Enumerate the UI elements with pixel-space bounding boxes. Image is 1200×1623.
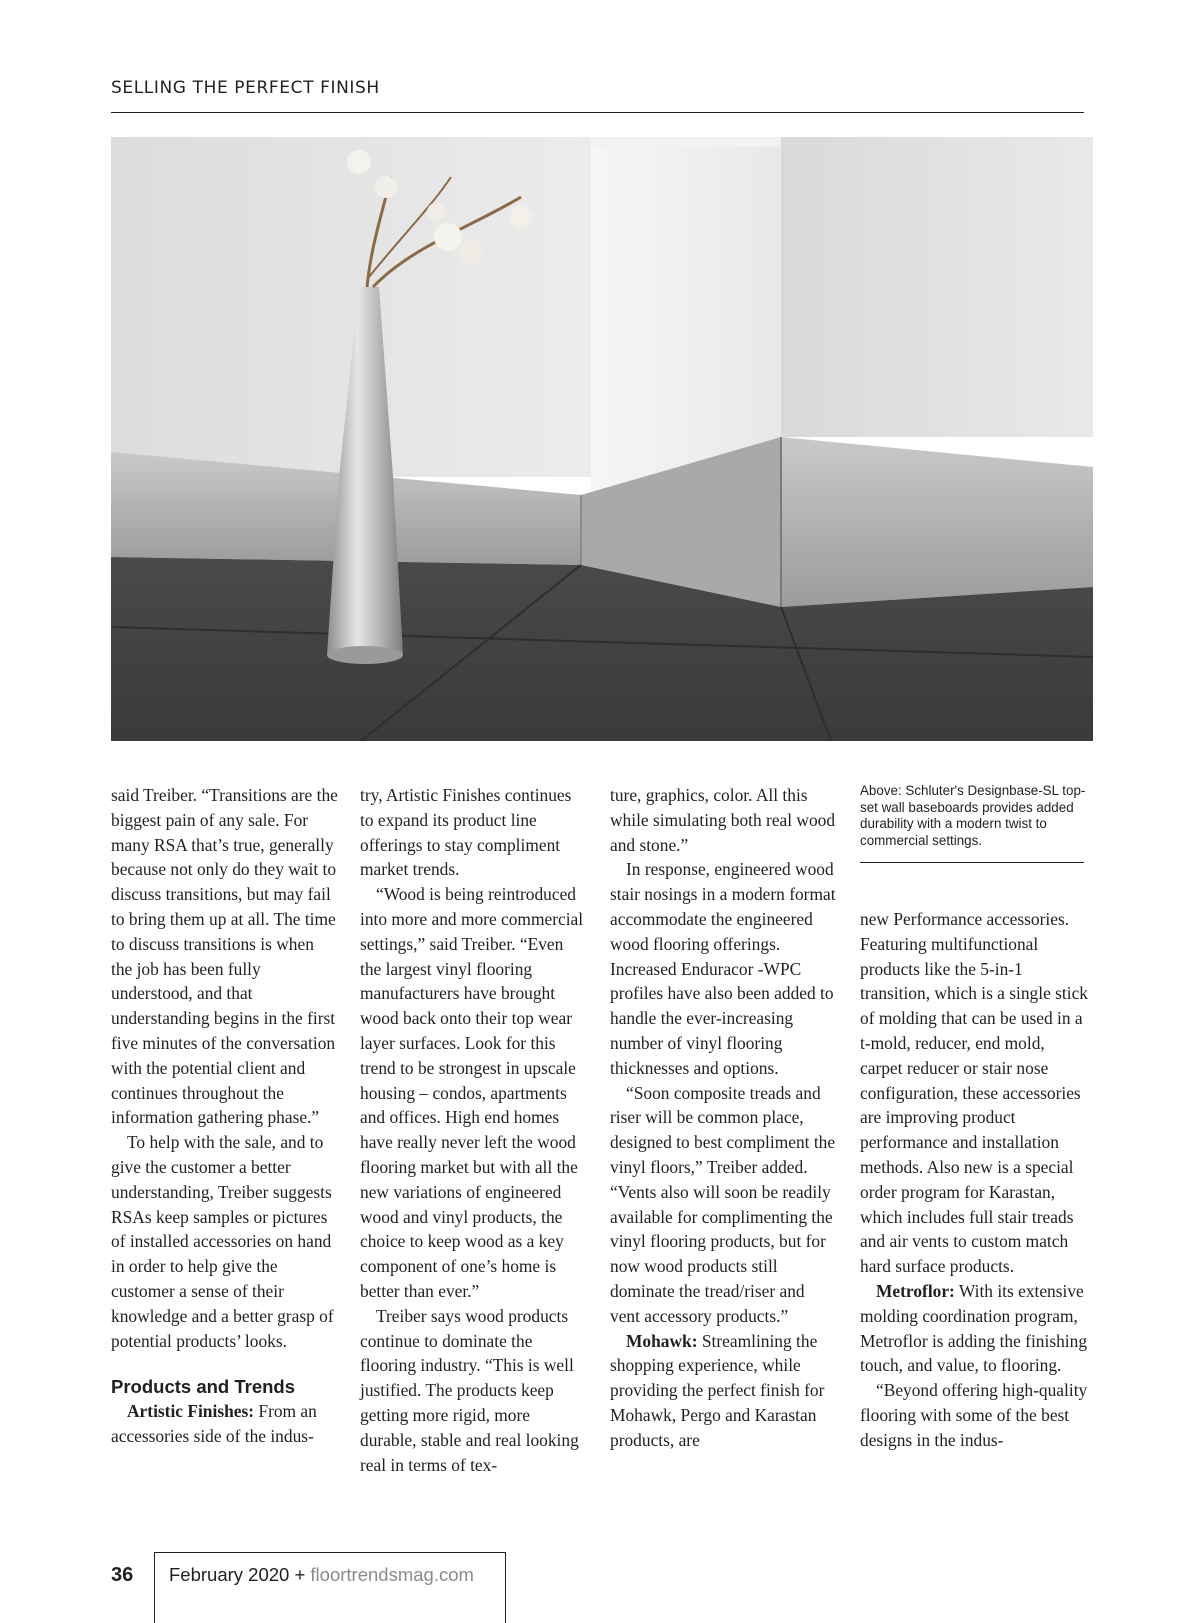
- separator: +: [289, 1564, 311, 1585]
- paragraph: “Beyond offering high-quality flooring with some of the best designs in the indus-: [860, 1380, 1088, 1450]
- company-label: Metroflor:: [876, 1280, 955, 1301]
- issue-date: February 2020: [169, 1564, 290, 1585]
- footer-issue-line: [169, 1564, 474, 1586]
- column-2: [360, 783, 588, 1477]
- column-3: [610, 783, 838, 1453]
- company-label: Artistic Finishes:: [127, 1401, 255, 1422]
- paragraph: ture, graphics, color. All this while simulating both real wood and stone.”: [610, 785, 836, 855]
- paragraph: try, Artistic Finishes continues to expand its product line offerings to stay compliment market trends.: [360, 785, 572, 880]
- paragraph-text: Streamlining the shopping experience, while providing the perfect finish for Mohawk, Pergo and Karastan products, are: [610, 1330, 825, 1450]
- paragraph-text: From an accessories side of the indus-: [111, 1401, 317, 1447]
- baseboard-photo-illustration: [111, 137, 1093, 741]
- paragraph: [860, 1279, 1088, 1378]
- company-label: Mohawk:: [626, 1330, 698, 1351]
- paragraph: new Performance accessories. Featuring multifunctional products like the 5-in-1 transition, which is a single stick of molding that can be used in a t-mold, reducer, end mold, carpet reducer or stair nose configuration, these accessories are improving product performance and installation methods. Also new is a special order program for Karastan, which includes full stair treads and air vents to custom match hard surface products.: [860, 909, 1088, 1277]
- photo-caption: Above: Schluter's Designbase-SL top-set wall baseboards provides added durability with a modern twist to commercial settings.: [860, 783, 1086, 848]
- paragraph: said Treiber. “Transitions are the biggest pain of any sale. For many RSA that’s true, generally because not only do they wait to discuss transitions, but may fail to bring them up at all. The time to discuss transitions is when the job has been fully understood, and that understanding begins in the first five minutes of the conversation with the potential client and continues throughout the information gathering phase.”: [111, 785, 338, 1128]
- column-4: [860, 907, 1088, 1453]
- caption-rule: [860, 862, 1084, 863]
- paragraph: Treiber says wood products continue to dominate the flooring industry. “This is well justified. The products keep getting more rigid, more durable, stable and real looking real in terms of tex-: [360, 1305, 579, 1475]
- paragraph: [111, 1399, 339, 1449]
- paragraph: “Soon composite treads and riser will be common place, designed to best compliment the vinyl floors,” Treiber added. “Vents also will soon be readily available for complimenting the vinyl flooring products, but for now wood products still dominate the tread/riser and vent accessory products.”: [610, 1082, 836, 1326]
- page-number: 36: [111, 1564, 134, 1586]
- section-subhead: Products and Trends: [111, 1376, 296, 1398]
- paragraph: “Wood is being reintroduced into more and more commercial settings,” said Treiber. “Even the largest vinyl flooring manufacturers have brought wood back onto their top wear layer surfaces. Look for this trend to be strongest in upscale housing – condos, apartments and offices. High end homes have really never left the wood flooring market but with all the new variations of engineered wood and vinyl products, the choice to keep wood as a key component of one’s home is better than ever.”: [360, 884, 584, 1301]
- header-rule: [111, 112, 1084, 113]
- paragraph: To help with the sale, and to give the customer a better understanding, Treiber suggests RSAs keep samples or pictures of installed accessories on hand in order to help give the customer a sense of their knowledge and a better grasp of potential products’ looks.: [111, 1132, 334, 1351]
- paragraph: [610, 1329, 838, 1453]
- feature-photo: [111, 137, 1093, 741]
- footer-box: [154, 1552, 506, 1623]
- paragraph: In response, engineered wood stair nosings in a modern format accommodate the engineered wood flooring offerings. Increased Enduracor -WPC profiles have also been added to handle the ever-increasing number of vinyl flooring thicknesses and options.: [610, 859, 836, 1078]
- column-1: [111, 783, 339, 1449]
- running-head: SELLING THE PERFECT FINISH: [111, 78, 380, 98]
- paragraph-text: With its extensive molding coordination program, Metroflor is adding the finishing touch, and value, to flooring.: [860, 1280, 1088, 1376]
- site-url: floortrendsmag.com: [310, 1564, 474, 1585]
